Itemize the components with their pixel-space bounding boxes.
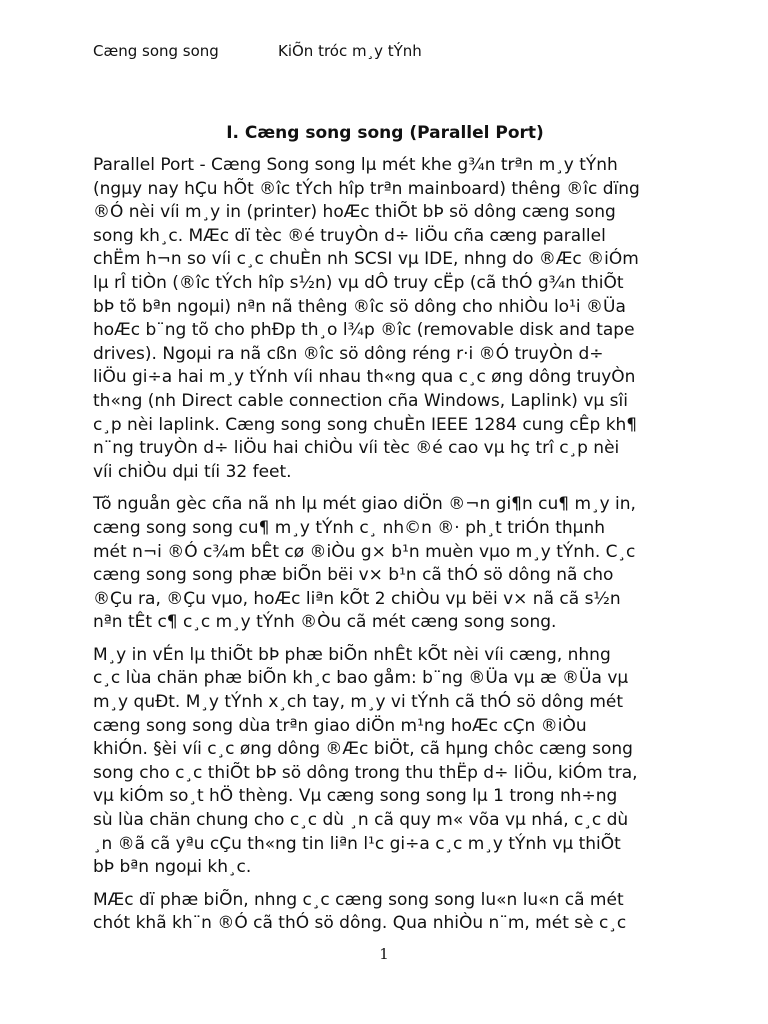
paragraph-line: nªn tÊt c¶ c¸c m¸y tÝnh ®Òu cã mét cæng song song. — [93, 612, 557, 633]
paragraph-line: cæng song song phæ biÕn bëi v× b¹n cã thÓ sö dông nã cho — [93, 565, 614, 586]
paragraph-line: chót khã kh¨n ®Ó cã thÓ sö dông. Qua nhiÒu n¨m, mét sè c¸c — [93, 913, 627, 934]
paragraph-line: m¸y quÐt. M¸y tÝnh x¸ch tay, m¸y vi tÝnh cã thÓ sö dông mét — [93, 692, 624, 713]
paragraph-line: ¸n ®ã cã yªu cÇu th«ng tin liªn l¹c gi÷a c¸c m¸y tÝnh vµ thiÕt — [93, 833, 621, 854]
paragraph-line: ®Çu ra, ®Çu vµo, hoÆc liªn kÕt 2 chiÒu vµ bëi v× nã cã s½n — [93, 588, 621, 609]
paragraph-line: song cho c¸c thiÕt bÞ sö dông trong thu thËp d÷ liÖu, kiÓm tra, — [93, 762, 638, 783]
paragraph-line: ®Ó nèi víi m¸y in (printer) hoÆc thiÕt bÞ sö dông cæng song — [93, 202, 616, 223]
paragraph-line: c¸p nèi laplink. Cæng song song chuÈn IEEE 1284 cung cÊp kh¶ — [93, 414, 638, 435]
paragraph-line: bÞ tõ bªn ngoµi) nªn nã thêng ®îc sö dông cho nhiÒu lo¹i ®Üa — [93, 296, 626, 317]
header-left-text: Cæng song song — [93, 42, 219, 60]
paragraph-line: song kh¸c. MÆc dï tèc ®é truyÒn d÷ liÖu cña cæng parallel — [93, 225, 606, 246]
paragraph-line: vµ kiÓm so¸t hÖ thèng. Vµ cæng song song lµ 1 trong nh÷ng — [93, 786, 618, 807]
paragraph — [93, 644, 683, 880]
paragraph-line: sù lùa chän chung cho c¸c dù ¸n cã quy m« võa vµ nhá, c¸c dù — [93, 810, 629, 831]
paragraph-line: c¸c lùa chän phæ biÕn kh¸c bao gåm: b¨ng ®Üa vµ æ ®Üa vµ — [93, 668, 629, 689]
paragraph-line: mét n¬i ®Ó c¾m bÊt cø ®iÒu g× b¹n muèn vµo m¸y tÝnh. C¸c — [93, 541, 636, 562]
paragraph-line: hoÆc b¨ng tõ cho phÐp th¸o l¾p ®îc (removable disk and tape — [93, 320, 635, 341]
paragraph-line: (ngµy nay hÇu hÕt ®îc tÝch hîp trªn mainboard) thêng ®îc dïng — [93, 178, 640, 199]
paragraph-line: th«ng (nh Direct cable connection cña Windows, Laplink) vµ sîi — [93, 390, 628, 411]
paragraph-line: drives). Ngoµi ra nã cßn ®îc sö dông réng r·i ®Ó truyÒn d÷ — [93, 343, 604, 364]
paragraph-line: cæng song song cu¶ m¸y tÝnh c¸ nh©n ®· ph¸t triÓn thµnh — [93, 517, 605, 538]
paragraph-line: chËm h¬n so víi c¸c chuÈn nh SCSI vµ IDE, nhng do ®Æc ®iÓm — [93, 249, 639, 270]
paragraph-line: Parallel Port - Cæng Song song lµ mét khe g¾n trªn m¸y tÝnh — [93, 155, 618, 175]
paragraph-line: cæng song song dùa trªn giao diÖn m¹ng hoÆc cÇn ®iÒu — [93, 715, 587, 736]
paragraph — [93, 889, 683, 936]
paragraph-line: M¸y in vÉn lµ thiÕt bÞ phæ biÕn nhÊt kÕt nèi víi cæng, nhng — [93, 644, 611, 665]
paragraph-line: Tõ nguån gèc cña nã nh lµ mét giao diÖn ®¬n gi¶n cu¶ m¸y in, — [93, 494, 636, 515]
paragraph — [93, 493, 683, 635]
paragraph — [93, 154, 683, 484]
section-title: I. Cæng song song (Parallel Port) — [226, 123, 544, 143]
paragraph-line: n¨ng truyÒn d÷ liÖu hai chiÒu víi tèc ®é cao vµ hç trî c¸p nèi — [93, 438, 620, 459]
body-text — [93, 154, 683, 945]
paragraph-line: bÞ bªn ngoµi kh¸c. — [93, 857, 252, 878]
page-header — [93, 42, 713, 64]
paragraph-line: víi chiÒu dµi tíi 32 feet. — [93, 461, 292, 482]
paragraph-line: MÆc dï phæ biÕn, nhng c¸c cæng song song lu«n lu«n cã mét — [93, 889, 624, 910]
paragraph-line: lµ rÎ tiÒn (®îc tÝch hîp s½n) vµ dÔ truy cËp (cã thÓ g¾n thiÕt — [93, 272, 624, 293]
header-right-text: KiÕn tróc m¸y tÝnh — [278, 42, 422, 60]
paragraph-line: khiÓn. §èi víi c¸c øng dông ®Æc biÖt, cã hµng chôc cæng song — [93, 739, 633, 760]
page-number: 1 — [379, 945, 389, 963]
paragraph-line: liÖu gi÷a hai m¸y tÝnh víi nhau th«ng qua c¸c øng dông truyÒn — [93, 367, 636, 388]
